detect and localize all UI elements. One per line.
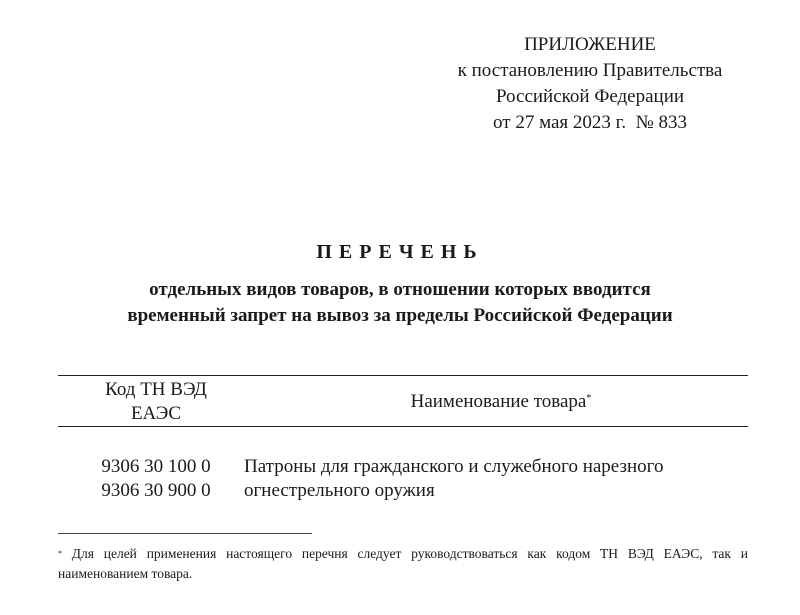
footnote-text: Для целей применения настоящего перечня следует руководствоваться как кодом ТН ВЭД ЕАЭС, так и наименованием товара. — [58, 546, 748, 581]
appendix-heading: ПРИЛОЖЕНИЕ — [524, 34, 656, 55]
row-code-2: 9306 30 900 0 — [101, 480, 211, 501]
column-header-code-line-1: Код ТН ВЭД — [105, 379, 207, 400]
table-top-rule — [58, 375, 748, 376]
appendix-line-3: от 27 мая 2023 г. № 833 — [493, 112, 687, 133]
row-name-line-1: Патроны для гражданского и служебного нарезного — [244, 456, 664, 477]
column-header-name-label: Наименование товара — [410, 391, 587, 412]
column-header-code-line-2: ЕАЭС — [130, 403, 182, 424]
footnote — [58, 544, 748, 584]
subtitle-line-1: отдельных видов товаров, в отношении которых вводится — [149, 279, 651, 300]
row-name-line-2: огнестрельного оружия — [244, 480, 435, 501]
document-title: ПЕРЕЧЕНЬ — [316, 241, 484, 263]
column-header-name — [254, 390, 748, 414]
row-code-1: 9306 30 100 0 — [101, 456, 211, 477]
column-header-footnote-mark: * — [586, 393, 592, 404]
subtitle-line-2: временный запрет на вывоз за пределы Российской Федерации — [127, 305, 673, 326]
table-row-name — [244, 455, 754, 503]
document-subtitle — [0, 277, 800, 329]
table-row-codes — [58, 455, 254, 503]
footnote-mark: * — [58, 549, 62, 558]
appendix-block — [400, 32, 780, 136]
appendix-line-2: Российской Федерации — [495, 86, 685, 107]
column-header-code — [58, 378, 254, 426]
appendix-line-1: к постановлению Правительства — [457, 60, 723, 81]
footnote-separator — [58, 533, 312, 534]
table-header-rule — [58, 426, 748, 427]
